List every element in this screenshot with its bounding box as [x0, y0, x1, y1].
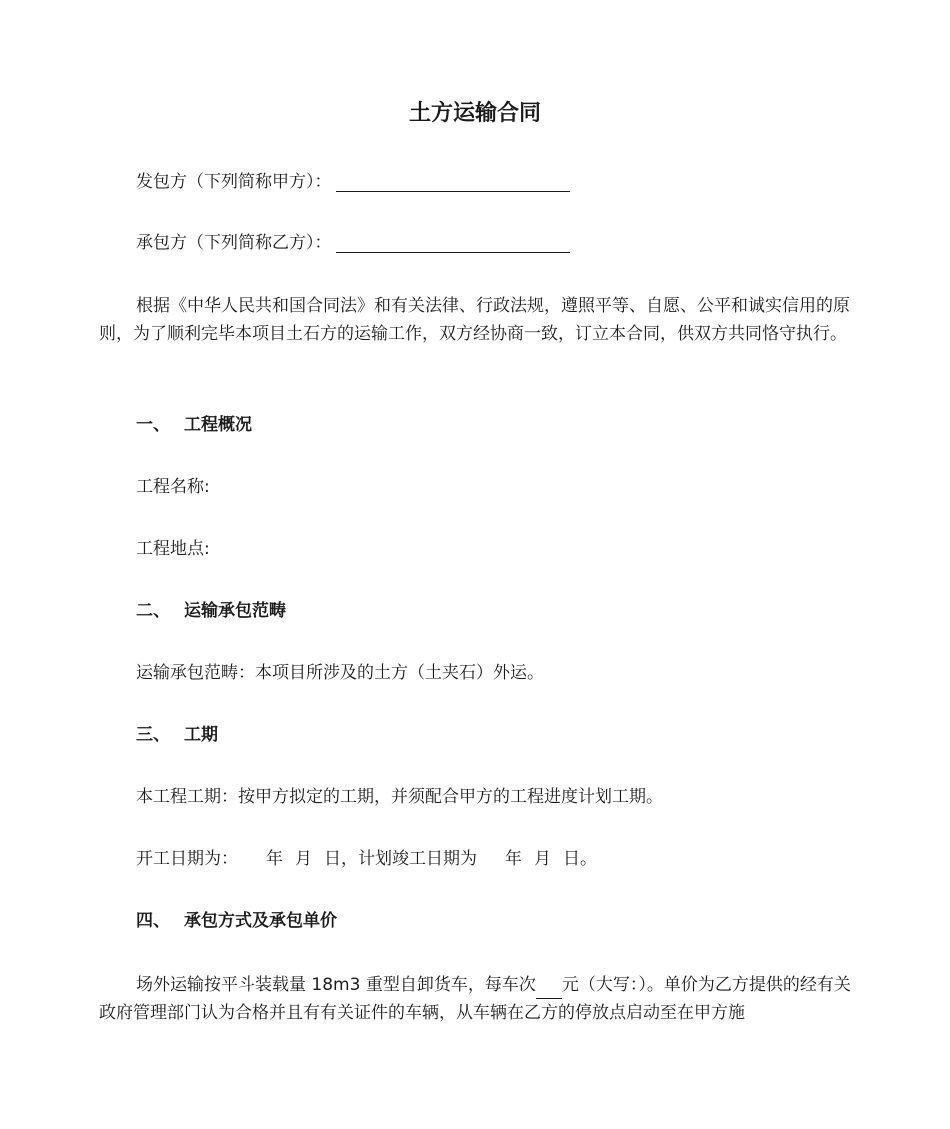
section-title: 承包方式及承包单价 — [184, 911, 337, 931]
project-name-line: 工程名称: — [136, 477, 210, 497]
start-date-label: 开工日期为： — [136, 849, 238, 869]
section-number: 三、 — [136, 725, 170, 745]
document-title: 土方运输合同 — [408, 101, 541, 126]
scope-line: 运输承包范畴：本项目所涉及的土方（土夹石）外运。 — [136, 663, 544, 683]
date-line — [136, 849, 597, 869]
start-day: 日， — [324, 849, 358, 869]
section-title: 工期 — [184, 725, 218, 745]
section-number: 一、 — [136, 415, 170, 435]
end-month: 月 — [534, 849, 551, 869]
price-blank — [536, 982, 562, 999]
start-year: 年 — [266, 849, 283, 869]
end-day: 日。 — [563, 849, 597, 869]
end-year: 年 — [505, 849, 522, 869]
period-line: 本工程工期：按甲方拟定的工期，并须配合甲方的工程进度计划工期。 — [136, 787, 663, 807]
section-heading-1 — [136, 415, 252, 435]
party-a-line — [136, 172, 570, 192]
end-date-label: 计划竣工日期为 — [358, 849, 477, 869]
section-number: 四、 — [136, 911, 170, 931]
start-month: 月 — [295, 849, 312, 869]
party-b-line — [136, 233, 570, 253]
party-a-blank — [336, 173, 570, 192]
pricing-paragraph — [99, 971, 851, 1027]
section-title: 工程概况 — [184, 415, 252, 435]
intro-text: 根据《中华人民共和国合同法》和有关法律、行政法规，遵照平等、自愿、公平和诚实信用的原则，为了顺利完毕本项目土石方的运输工作，双方经协商一致，订立本合同，供双方共同恪守执行。 — [99, 296, 850, 344]
pricing-text-2: 元（大写：）。单价为乙方提供的经有关政府管理部门认为合格并且有有关证件的车辆，从车辆在乙方的停放点启动至在甲方施 — [99, 975, 851, 1023]
pricing-text-1: 场外运输按平斗装载量 18m3 重型自卸货车，每车次 — [136, 975, 536, 995]
intro-paragraph — [99, 292, 851, 348]
section-heading-3 — [136, 725, 218, 745]
project-location-line: 工程地点: — [136, 539, 210, 559]
party-b-label: 承包方（下列简称乙方）： — [136, 233, 332, 253]
section-title: 运输承包范畴 — [184, 601, 286, 621]
party-a-label: 发包方（下列简称甲方）： — [136, 172, 332, 192]
section-heading-4 — [136, 911, 337, 931]
party-b-blank — [336, 234, 570, 253]
section-heading-2 — [136, 601, 286, 621]
section-number: 二、 — [136, 601, 170, 621]
